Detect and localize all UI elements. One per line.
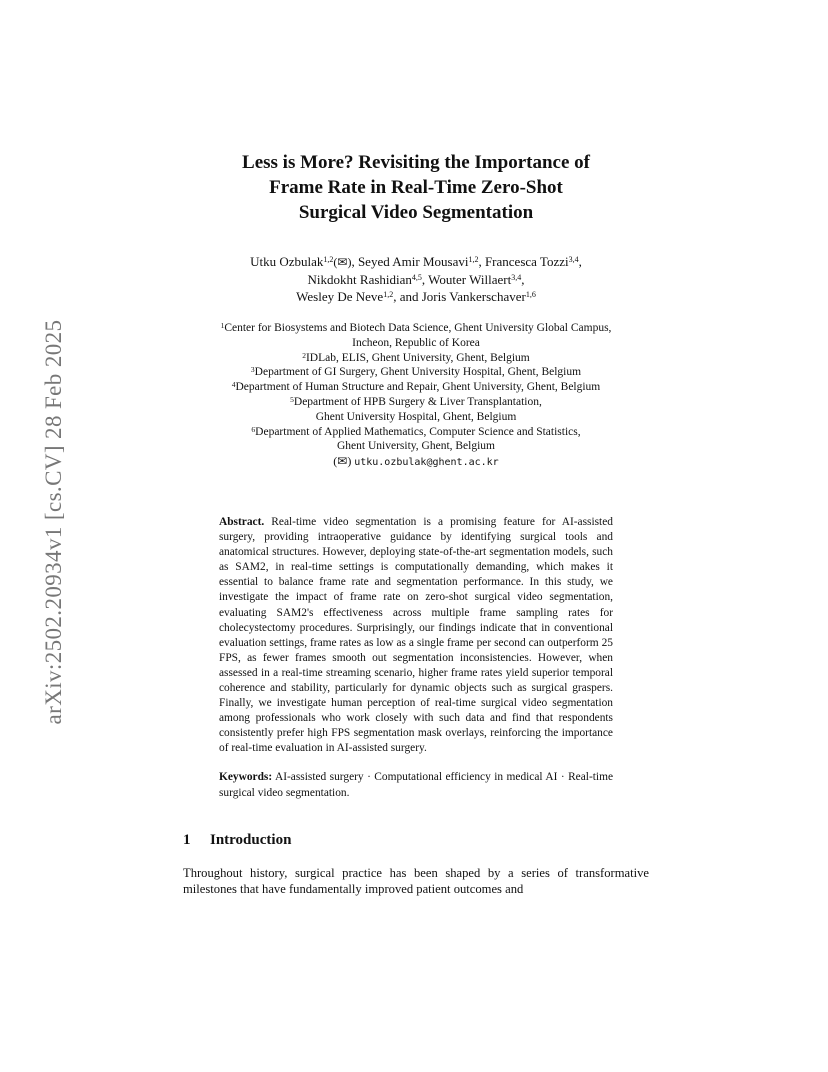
keywords-label: Keywords: [219, 771, 273, 784]
mail-icon: (✉) [333, 454, 352, 469]
affil-number: 2 [302, 350, 306, 360]
author-separator: , [521, 272, 525, 287]
affiliation-text: IDLab, ELIS, Ghent University, Ghent, Belgium [305, 351, 530, 364]
author-separator: , [351, 254, 358, 269]
affiliation-line: Incheon, Republic of Korea [352, 336, 480, 349]
author-line [183, 253, 649, 271]
author-affil-mark: 4,5 [411, 273, 422, 282]
affiliation-text: Center for Biosystems and Biotech Data Science, Ghent University Global Campus, [224, 322, 612, 334]
affiliation-line [183, 365, 649, 380]
affil-number: 5 [290, 394, 294, 404]
keywords-block [219, 770, 613, 800]
author-separator: , [421, 272, 429, 287]
author-name: Wesley De Neve [296, 289, 384, 304]
affiliation-text: Department of Human Structure and Repair, Ghent University, Ghent, Belgium [235, 381, 601, 394]
author-list [183, 253, 649, 305]
author-name: Seyed Amir Mousavi [357, 254, 469, 269]
affiliation-line: Ghent University, Ghent, Belgium [337, 440, 495, 453]
affiliation-line [183, 351, 649, 366]
abstract-label: Abstract. [219, 515, 265, 528]
abstract-text: Real-time video segmentation is a promising feature for AI-assisted surgery, providing intraoperative guidance by identifying surgical tools and anatomical structures. However, deploying state-of-the-art segmentation models, such as SAM2, in real-time settings is computationally demanding, which makes it essential to balance frame rate and segmentation performance. In this study, we investigate the impact of frame rate on zero-shot surgical video segmentation, evaluating SAM2's effectiveness across multiple frame sampling rates for cholecystectomy procedures. Surprisingly, our findings indicate that in conventional evaluation settings, frame rates as low as a single frame per second can outperform 25 FPS, as fewer frames smooth out segmentation inconsistencies. However, when assessed in a real-time streaming scenario, higher frame rates yield superior temporal coherence and stability, particularly for dynamic objects such as surgical graspers. Finally, we investigate human perception of real-time surgical video segmentation among professionals who work closely with such data and find that respondents consistently prefer high FPS segmentation mask overlays, reinforcing the importance of real-time evaluation in AI-assisted surgery. [219, 515, 613, 755]
affiliation-list [183, 321, 649, 471]
corresponding-mail-icon: (✉) [333, 255, 352, 269]
affiliation-line [183, 380, 649, 395]
arxiv-stamp: arXiv:2502.20934v1 [cs.CV] 28 Feb 2025 [41, 319, 66, 725]
affiliation-text: Department of Applied Mathematics, Computer Science and Statistics, [255, 425, 581, 438]
keywords-text: AI-assisted surgery · Computational efficiency in medical AI · Real-time surgical video segmentation. [219, 771, 614, 799]
author-affil-mark: 3,4 [511, 273, 522, 282]
author-name: Joris Vankerschaver [421, 289, 526, 304]
author-name: Utku Ozbulak [250, 254, 324, 269]
affil-number: 3 [250, 365, 255, 375]
title-line: Frame Rate in Real-Time Zero-Shot [269, 177, 563, 198]
affiliation-line [183, 395, 649, 410]
affil-number: 4 [231, 380, 236, 390]
paper-page [183, 150, 649, 897]
author-separator: , [478, 254, 485, 269]
intro-paragraph: Throughout history, surgical practice has been shaped by a series of transformative milestones that have fundamentally improved patient outcomes and [183, 865, 649, 897]
affiliation-line [183, 425, 649, 440]
abstract-block [219, 515, 613, 757]
paper-title [183, 150, 649, 225]
title-line: Less is More? Revisiting the Importance of [242, 152, 590, 173]
author-separator: , [578, 254, 582, 269]
affil-number: 1 [220, 321, 225, 330]
affiliation-text: Department of GI Surgery, Ghent University Hospital, Ghent, Belgium [254, 366, 582, 379]
affiliation-line [183, 321, 649, 336]
author-separator: , and [393, 289, 422, 304]
affil-number: 6 [251, 424, 256, 434]
section-title: Introduction [210, 831, 292, 848]
contact-email: utku.ozbulak@ghent.ac.kr [354, 457, 499, 469]
section-number: 1 [183, 831, 191, 848]
author-affil-mark: 1,6 [525, 290, 536, 299]
author-line [183, 288, 649, 305]
author-affil-mark: 3,4 [568, 255, 579, 264]
author-line [183, 271, 649, 288]
author-affil-mark: 1,2 [468, 255, 479, 264]
affiliation-text: Department of HPB Surgery & Liver Transplantation, [293, 395, 542, 408]
section-heading [183, 831, 649, 849]
contact-line [183, 454, 649, 471]
author-name: Francesca Tozzi [484, 254, 569, 269]
author-name: Wouter Willaert [428, 272, 512, 287]
author-affil-mark: 1,2 [383, 290, 394, 299]
author-affil-mark: 1,2 [323, 255, 334, 264]
affiliation-line: Ghent University Hospital, Ghent, Belgium [315, 410, 517, 423]
title-line: Surgical Video Segmentation [298, 202, 534, 223]
author-name: Nikdokht Rashidian [307, 272, 412, 287]
